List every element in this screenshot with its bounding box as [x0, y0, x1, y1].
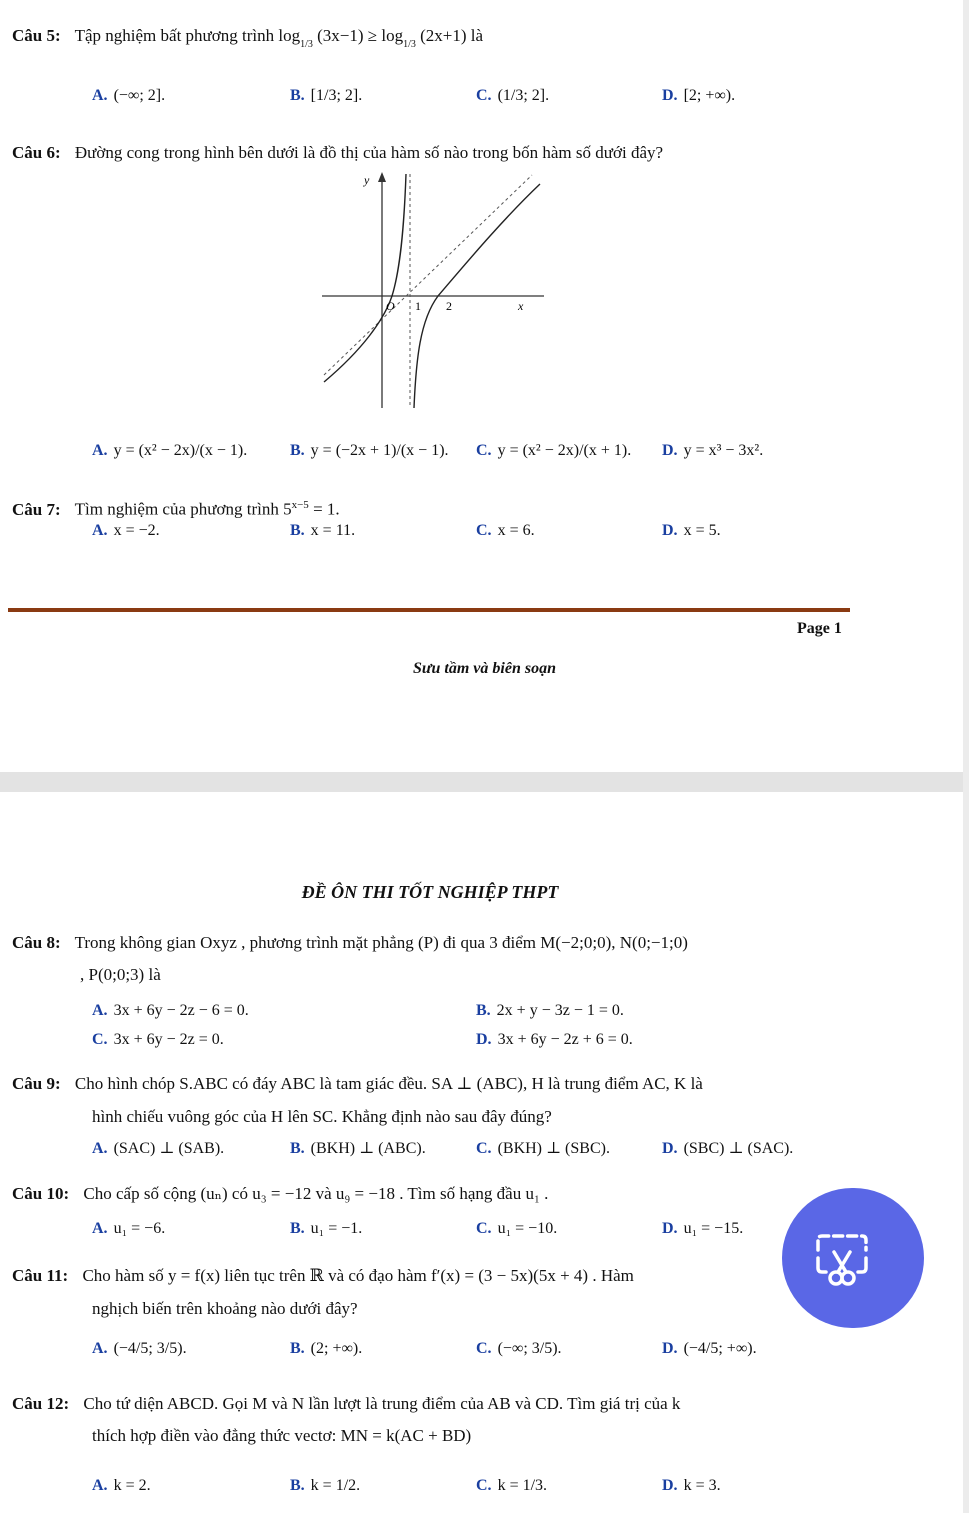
q11-option-d[interactable]: D. (−4/5; +∞). [662, 1340, 757, 1357]
q12-option-c[interactable]: C. k = 1/3. [476, 1477, 548, 1494]
q8-option-b[interactable]: B. 2x + y − 3z − 1 = 0. [476, 1002, 624, 1019]
q5-option-c[interactable]: C. (1/3; 2]. [476, 87, 550, 104]
question-label: Câu 10: [12, 1184, 70, 1203]
page-footer: Sưu tầm và biên soạn [413, 660, 556, 677]
q12-option-a[interactable]: A. k = 2. [92, 1477, 151, 1494]
q10-option-d[interactable]: D. u₁ = −15. [662, 1220, 744, 1237]
question-7 [12, 494, 952, 521]
q6-option-c[interactable]: C. y = (x² − 2x)/(x + 1). [476, 442, 632, 459]
question-12 [12, 1393, 952, 1415]
question-label: Câu 12: [12, 1394, 70, 1413]
question-text: Cho tứ diện ABCD. Gọi M và N lần lượt là trung điểm của AB và CD. Tìm giá trị của k [83, 1394, 681, 1413]
tick-2-label: 2 [446, 299, 452, 313]
page-gap [0, 772, 969, 792]
question-text: Đường cong trong hình bên dưới là đồ thị của hàm số nào trong bốn hàm số dưới đây? [74, 143, 664, 162]
question-12-line-2 [92, 1425, 852, 1447]
scissors-crop-icon [812, 1232, 872, 1288]
question-11-line-2 [92, 1298, 772, 1320]
q10-option-c[interactable]: C. u₁ = −10. [476, 1220, 558, 1237]
page-number: Page 1 [797, 620, 842, 637]
q11-option-c[interactable]: C. (−∞; 3/5). [476, 1340, 562, 1357]
q12-option-b[interactable]: B. k = 1/2. [290, 1477, 361, 1494]
question-text: Trong không gian Oxyz , phương trình mặt phẳng (P) đi qua 3 điểm M(−2;0;0), N(0;−1;0) [74, 933, 688, 952]
question-tail: = 1. [308, 499, 340, 519]
q8-option-a[interactable]: A. 3x + 6y − 2z − 6 = 0. [92, 1002, 249, 1019]
q9-option-c[interactable]: C. (BKH) ⊥ (SBC). [476, 1140, 610, 1157]
log-base: 1/3 [300, 39, 313, 50]
q8-option-d[interactable]: D. 3x + 6y − 2z + 6 = 0. [476, 1031, 633, 1048]
q5-option-a[interactable]: A. (−∞; 2]. [92, 87, 166, 104]
origin-label: O [386, 299, 395, 313]
q11-option-b[interactable]: B. (2; +∞). [290, 1340, 363, 1357]
q10-option-a[interactable]: A. u₁ = −6. [92, 1220, 166, 1237]
q9-option-a[interactable]: A. (SAC) ⊥ (SAB). [92, 1140, 225, 1157]
question-label: Câu 11: [12, 1266, 69, 1285]
q7-option-b[interactable]: B. x = 11. [290, 522, 356, 539]
exponent: x−5 [291, 499, 309, 511]
question-label: Câu 8: [12, 933, 61, 952]
question-text: Cho cấp số cộng (uₙ) có u₃ = −12 và u₉ = −18 . Tìm số hạng đầu u₁ . [83, 1184, 549, 1203]
question-6 [12, 142, 952, 164]
q7-option-a[interactable]: A. x = −2. [92, 522, 160, 539]
question-8-line-2 [80, 964, 880, 986]
x-axis-label: x [518, 299, 524, 313]
y-axis-label: y [364, 173, 370, 187]
question-tail: (2x+1) là [420, 26, 484, 45]
page-header: ĐỀ ÔN THI TỐT NGHIỆP THPT [301, 882, 559, 902]
q6-option-a[interactable]: A. y = (x² − 2x)/(x − 1). [92, 442, 248, 459]
q8-option-c[interactable]: C. 3x + 6y − 2z = 0. [92, 1031, 224, 1048]
question-label: Câu 9: [12, 1074, 61, 1093]
log-base-2: 1/3 [403, 39, 416, 50]
q6-option-b[interactable]: B. y = (−2x + 1)/(x − 1). [290, 442, 449, 459]
q9-option-d[interactable]: D. (SBC) ⊥ (SAC). [662, 1140, 794, 1157]
q5-option-b[interactable]: B. [1/3; 2]. [290, 87, 363, 104]
question-text-2: nghịch biến trên khoảng nào dưới đây? [92, 1299, 358, 1318]
tick-1-label: 1 [415, 299, 421, 313]
question-5 [12, 25, 952, 56]
question-text-2: thích hợp điền vào đẳng thức vectơ: MN = k(AC + BD) [92, 1426, 472, 1445]
q5-option-d[interactable]: D. [2; +∞). [662, 87, 736, 104]
question-label: Câu 7: [12, 499, 61, 519]
q7-option-c[interactable]: C. x = 6. [476, 522, 535, 539]
q11-option-a[interactable]: A. (−4/5; 3/5). [92, 1340, 187, 1357]
question-text: Cho hình chóp S.ABC có đáy ABC là tam giác đều. SA ⊥ (ABC), H là trung điểm AC, K là [74, 1074, 703, 1093]
question-text: Cho hàm số y = f(x) liên tục trên ℝ và có đạo hàm f′(x) = (3 − 5x)(5x + 4) . Hàm [82, 1266, 634, 1285]
page-footer-rule [8, 608, 850, 612]
q10-option-b[interactable]: B. u₁ = −1. [290, 1220, 363, 1237]
question-label: Câu 5: [12, 26, 61, 45]
scrollbar-track[interactable] [963, 0, 969, 1513]
q6-option-d[interactable]: D. y = x³ − 3x². [662, 442, 764, 459]
question-9 [12, 1073, 952, 1095]
left-branch [324, 174, 406, 382]
q7-option-d[interactable]: D. x = 5. [662, 522, 721, 539]
question-8 [12, 932, 952, 954]
function-graph [322, 170, 552, 410]
question-text: Tìm nghiệm của phương trình 5 [74, 499, 292, 519]
y-axis-arrow [378, 172, 386, 182]
question-text-2: hình chiếu vuông góc của H lên SC. Khẳng định nào sau đây đúng? [92, 1107, 552, 1126]
question-text-2: , P(0;0;3) là [80, 965, 161, 984]
question-9-line-2 [92, 1106, 852, 1128]
q12-option-d[interactable]: D. k = 3. [662, 1477, 721, 1494]
question-text: Tập nghiệm bất phương trình log [74, 26, 301, 45]
question-11 [12, 1265, 782, 1287]
question-ineq: (3x−1) ≥ log [317, 26, 404, 45]
question-label: Câu 6: [12, 143, 61, 162]
oblique-asymptote [324, 175, 532, 375]
q9-option-b[interactable]: B. (BKH) ⊥ (ABC). [290, 1140, 426, 1157]
